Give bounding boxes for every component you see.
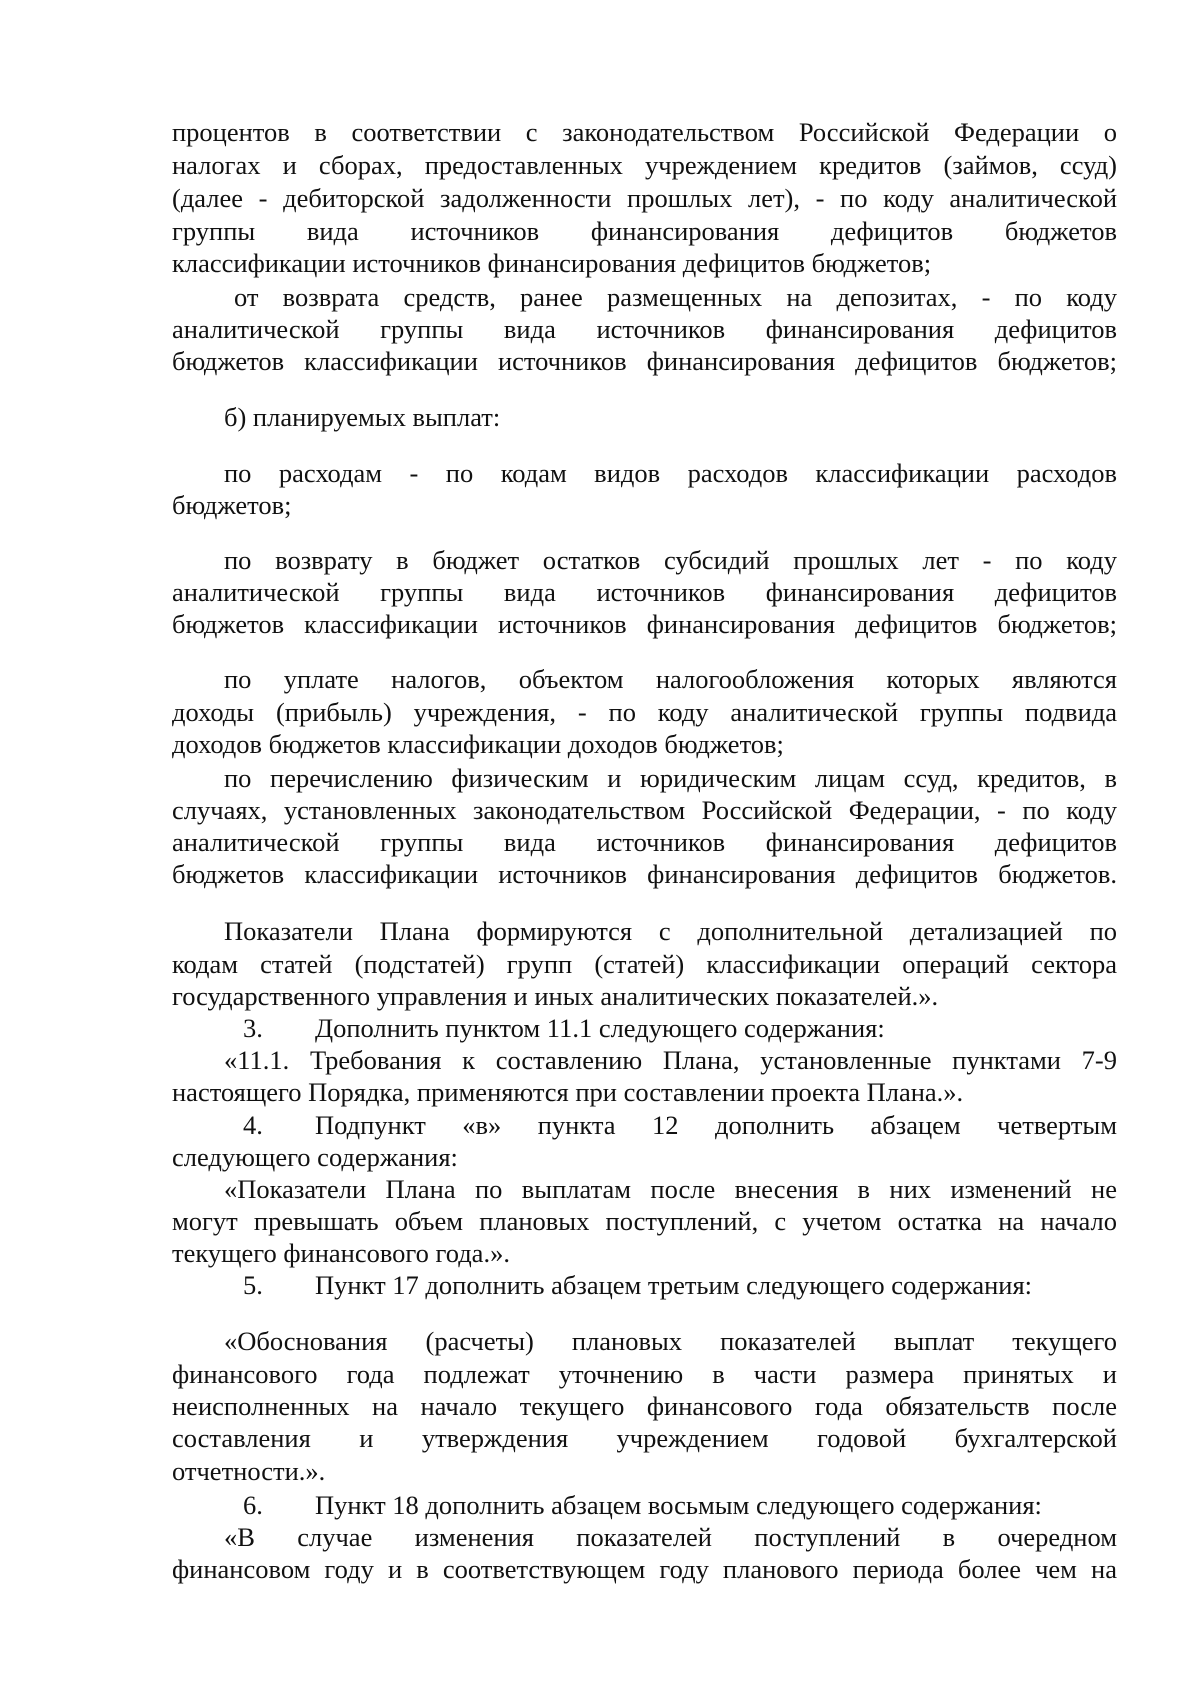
paragraph-line: государственного управления и иных аналитических показателей.». — [172, 981, 939, 1011]
item-number: 3. — [243, 1013, 263, 1043]
paragraph-line: «Показатели Плана по выплатам после внесения в них изменений не — [224, 1174, 1117, 1204]
paragraph-line: «В случае изменения показателей поступлений в очередном — [224, 1522, 1117, 1552]
paragraph-line: аналитической группы вида источников финансирования дефицитов — [172, 314, 1117, 344]
paragraph-line: от возврата средств, ранее размещенных на депозитах, - по коду — [234, 282, 1117, 312]
paragraph-line: (далее - дебиторской задолженности прошлых лет), - по коду аналитической — [172, 183, 1117, 213]
paragraph-line: Подпункт «в» пункта 12 дополнить абзацем четвертым — [315, 1110, 1117, 1140]
item-number: 4. — [243, 1110, 263, 1140]
paragraph-line: бюджетов; — [172, 490, 292, 520]
paragraph-line: кодам статей (подстатей) групп (статей) классификации операций сектора — [172, 949, 1117, 979]
paragraph-line: Пункт 18 дополнить абзацем восьмым следующего содержания: — [315, 1490, 1042, 1520]
item-number: 6. — [243, 1490, 263, 1520]
paragraph-line: Пункт 17 дополнить абзацем третьим следующего содержания: — [315, 1270, 1033, 1300]
paragraph-line: настоящего Порядка, применяются при составлении проекта Плана.». — [172, 1077, 964, 1107]
paragraph-line: бюджетов классификации источников финансирования дефицитов бюджетов. — [172, 859, 1117, 889]
paragraph-line: процентов в соответствии с законодательством Российской Федерации о — [172, 117, 1117, 147]
paragraph-line: аналитической группы вида источников финансирования дефицитов — [172, 577, 1117, 607]
paragraph-line: бюджетов классификации источников финансирования дефицитов бюджетов; — [172, 346, 1117, 376]
paragraph-line: доходы (прибыль) учреждения, - по коду аналитической группы подвида — [172, 697, 1117, 727]
paragraph-line: случаях, установленных законодательством Российской Федерации, - по коду — [172, 795, 1117, 825]
paragraph-line: «11.1. Требования к составлению Плана, установленные пунктами 7-9 — [224, 1045, 1117, 1075]
paragraph-line: аналитической группы вида источников финансирования дефицитов — [172, 827, 1117, 857]
paragraph-line: бюджетов классификации источников финансирования дефицитов бюджетов; — [172, 609, 1117, 639]
paragraph-line: финансового года подлежат уточнению в части размера принятых и — [172, 1359, 1117, 1389]
paragraph-line: по уплате налогов, объектом налогообложения которых являются — [224, 664, 1117, 694]
paragraph-line: налогах и сборах, предоставленных учреждением кредитов (займов, ссуд) — [172, 150, 1117, 180]
paragraph-line: классификации источников финансирования дефицитов бюджетов; — [172, 248, 932, 278]
paragraph-line: текущего финансового года.». — [172, 1238, 510, 1268]
paragraph-line: финансовом году и в соответствующем году планового периода более чем на — [172, 1554, 1117, 1584]
paragraph-line: Показатели Плана формируются с дополнительной детализацией по — [224, 916, 1117, 946]
paragraph-line: составления и утверждения учреждением годовой бухгалтерской — [172, 1423, 1117, 1453]
paragraph-line: по перечислению физическим и юридическим лицам ссуд, кредитов, в — [224, 763, 1117, 793]
paragraph-line: «Обоснования (расчеты) плановых показателей выплат текущего — [224, 1326, 1117, 1356]
paragraph-line: по возврату в бюджет остатков субсидий прошлых лет - по коду — [224, 545, 1117, 575]
paragraph-line: могут превышать объем плановых поступлений, с учетом остатка на начало — [172, 1206, 1117, 1236]
paragraph-line: б) планируемых выплат: — [224, 402, 501, 432]
paragraph-line: следующего содержания: — [172, 1142, 458, 1172]
item-number: 5. — [243, 1270, 263, 1300]
paragraph-line: по расходам - по кодам видов расходов классификации расходов — [224, 458, 1117, 488]
paragraph-line: Дополнить пунктом 11.1 следующего содержания: — [315, 1013, 885, 1043]
paragraph-line: отчетности.». — [172, 1456, 326, 1486]
paragraph-line: группы вида источников финансирования дефицитов бюджетов — [172, 216, 1117, 246]
paragraph-line: доходов бюджетов классификации доходов бюджетов; — [172, 729, 784, 759]
paragraph-line: неисполненных на начало текущего финансового года обязательств после — [172, 1391, 1117, 1421]
